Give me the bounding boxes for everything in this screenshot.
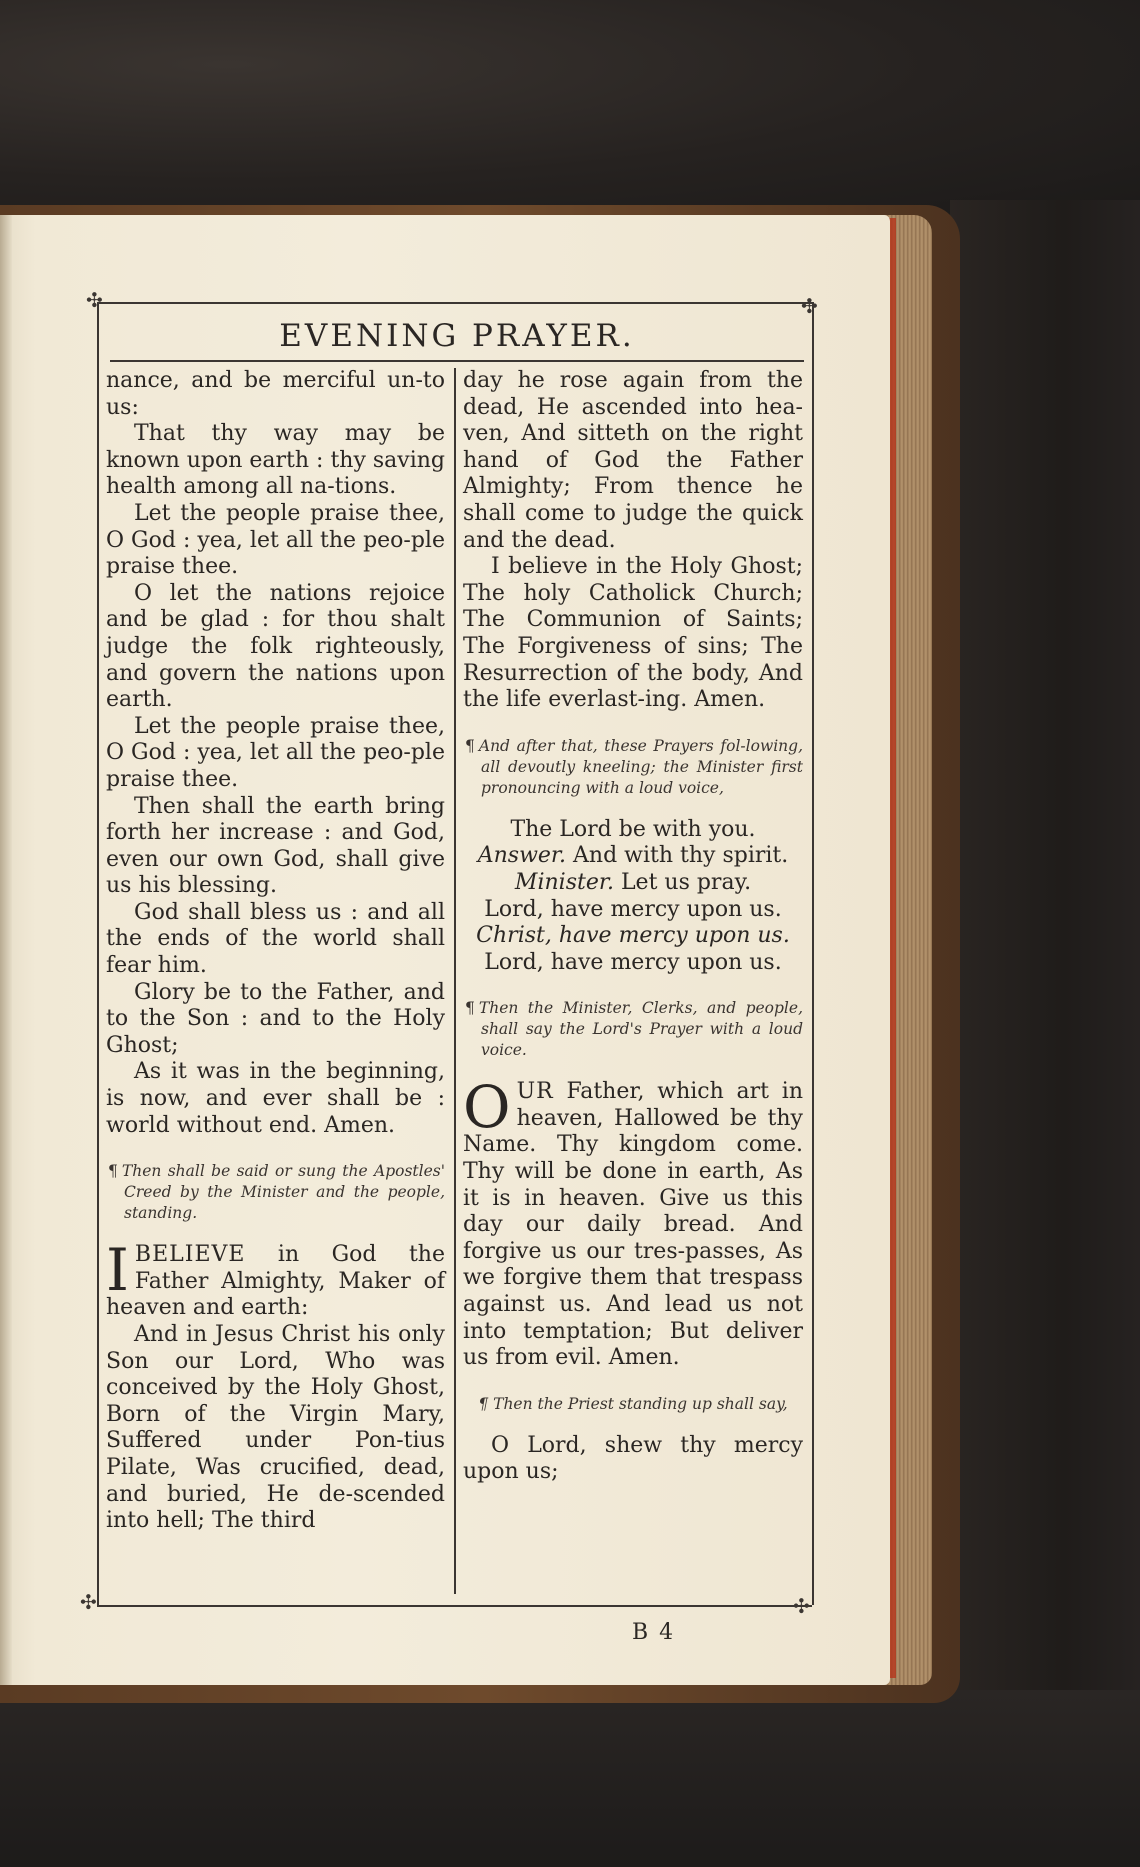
speaker-label: Minister.	[514, 869, 614, 895]
frame-bottom-rule	[97, 1605, 812, 1607]
corner-ornament-icon: ✣	[86, 288, 103, 312]
frame-right-rule	[812, 302, 814, 1605]
paragraph: I believe in the Holy Ghost; The holy Catholick Church; The Communion of Saints; The Forgiveness of sins; The Resurrection of the body, And the life everlast-ing. Amen.	[463, 554, 803, 713]
paragraph: Let the people praise thee, O God : yea, let all the peo-ple praise thee.	[106, 713, 445, 792]
pilcrow-icon: ¶	[465, 999, 475, 1018]
paragraph: day he rose again from the dead, He ascended into hea-ven, And sitteth on the right hand of God the Father Almighty; From thence he shall come to judge the quick and the dead.	[463, 368, 803, 553]
paragraph: As it was in the beginning, is now, and ever shall be : world without end. Amen.	[106, 1059, 445, 1138]
pilcrow-icon: ¶	[478, 1394, 489, 1413]
paragraph: And in Jesus Christ his only Son our Lord, Who was conceived by the Holy Ghost, Born of the Virgin Mary, Suffered under Pon-tius Pilate, Was crucified, dead, and buried, He de-scended into hell; The third	[106, 1322, 445, 1534]
pilcrow-icon: ¶	[465, 736, 475, 755]
page-title: EVENING PRAYER.	[279, 318, 635, 354]
background-right	[950, 200, 1140, 1867]
background-bottom	[0, 1690, 1140, 1867]
rubric	[463, 998, 803, 1061]
paragraph: O Lord, shew thy mercy upon us;	[463, 1432, 803, 1485]
corner-ornament-icon: ✣	[801, 294, 818, 318]
rubric-text: And after that, these Prayers fol-lowing, all devoutly kneeling; the Minister first pronouncing with a loud voice,	[478, 736, 803, 797]
speaker-label: Answer.	[477, 843, 567, 869]
paragraph-text: Father, which art in heaven, Hallowed be thy Name. Thy kingdom come. Thy will be done in earth, As it is in heaven. Give us this day our daily bread. And forgive us our tres-passes, As we forgive them that trespass against us. And lead us not into temptation; But deliver us from evil. Amen.	[463, 1079, 803, 1371]
page-gutter	[0, 215, 12, 1685]
paragraph-text: in God the Father Almighty, Maker of heaven and earth:	[106, 1242, 445, 1321]
paragraph: That thy way may be known upon earth : thy saving health among all na-tions.	[106, 421, 446, 500]
paragraph: Glory be to the Father, and to the Son : and to the Holy Ghost;	[106, 979, 445, 1058]
column-divider	[454, 368, 456, 1594]
paragraph: God shall bless us : and all the ends of the world shall fear him.	[106, 899, 445, 979]
versicle	[463, 870, 803, 897]
versicle-text: Let us pray.	[620, 869, 752, 895]
title-rule	[110, 360, 804, 362]
response-text: And with thy spirit.	[573, 843, 789, 869]
rubric-text: Then the Priest standing up shall say,	[493, 1394, 788, 1413]
left-column	[106, 368, 445, 1535]
kyrie-line: Lord, have mercy upon us.	[484, 896, 782, 922]
lords-prayer	[463, 1073, 803, 1372]
corner-ornament-icon: ✣	[80, 1590, 97, 1614]
kyrie-line: Christ, have mercy upon us.	[476, 923, 790, 949]
response	[463, 843, 803, 870]
pilcrow-icon: ¶	[108, 1162, 118, 1181]
versicle: The Lord be with you.	[510, 816, 756, 842]
rubric	[463, 736, 803, 799]
frame-top-rule	[97, 302, 812, 304]
paragraph: nance, and be merciful un-to us:	[106, 368, 445, 420]
signature-mark: B 4	[632, 1620, 676, 1645]
paragraph: O let the nations rejoice and be glad : for thou shalt judge the folk righteously, and govern the nations upon earth.	[106, 580, 445, 713]
background-top	[0, 0, 1140, 215]
rubric-text: Then shall be said or sung the Apostles' Creed by the Minister and the people, standing.	[121, 1162, 445, 1223]
kyrie-line: Lord, have mercy upon us.	[484, 949, 782, 975]
drop-cap: O	[463, 1073, 511, 1142]
right-column	[463, 368, 803, 1486]
paragraph: Let the people praise thee, O God : yea, let all the peo-ple praise thee.	[106, 500, 445, 580]
corner-ornament-icon: ✣	[793, 1594, 810, 1618]
rubric	[106, 1161, 445, 1224]
frame-left-rule	[97, 302, 99, 1605]
opening-word: BELIEVE	[134, 1242, 246, 1268]
paragraph: Then shall the earth bring forth her increase : and God, even our own God, shall give us his blessing.	[106, 793, 445, 899]
rubric-text: Then the Minister, Clerks, and people, shall say the Lord's Prayer with a loud voice.	[478, 999, 803, 1060]
drop-cap: I	[106, 1236, 129, 1305]
creed-opening	[106, 1236, 445, 1322]
rubric	[463, 1394, 803, 1415]
opening-word: UR	[516, 1079, 554, 1105]
